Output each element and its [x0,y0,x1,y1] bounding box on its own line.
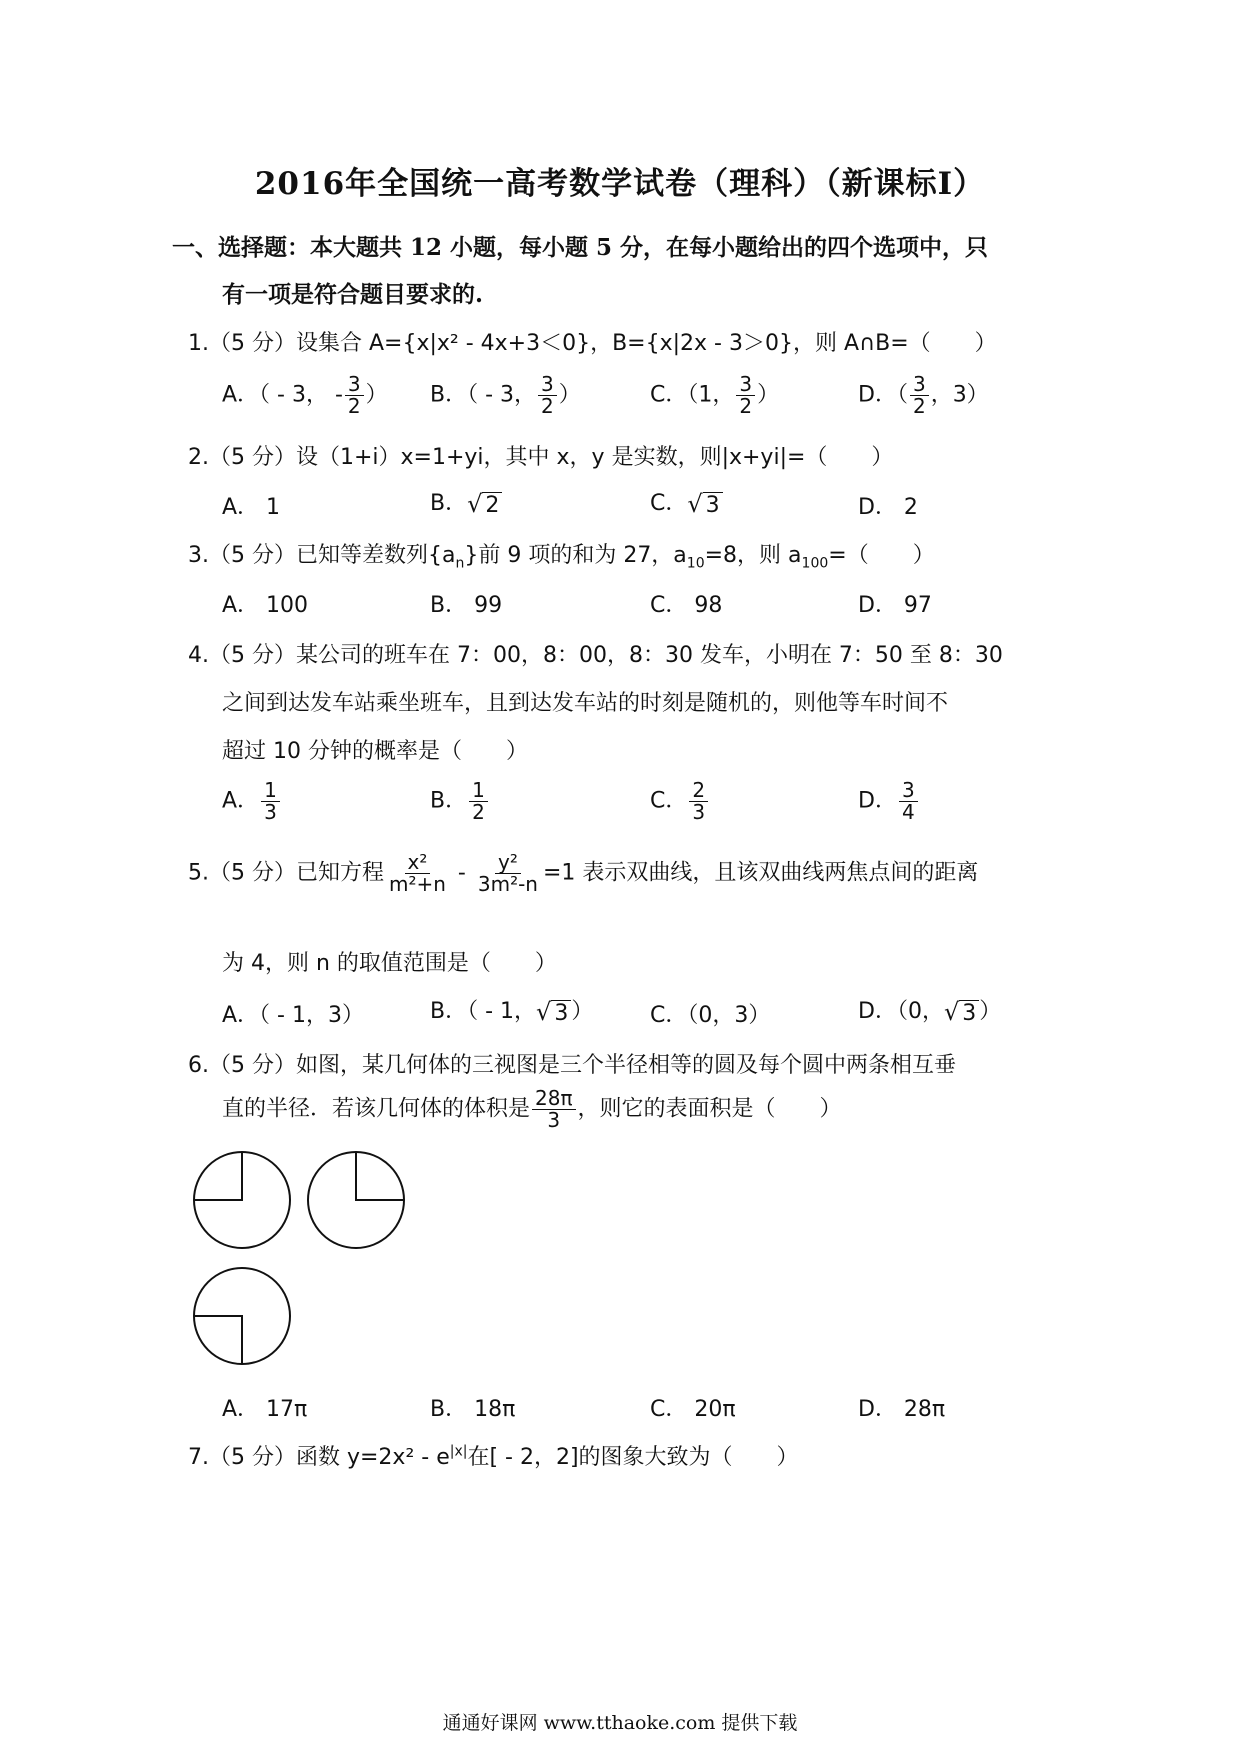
question-4-line3: 超过 10 分钟的概率是（ ） [222,739,528,764]
fraction: $\frac{2}{3}$ [689,780,708,823]
square-root: √ 3 [944,998,979,1026]
question-4-line1: 4.（5 分）某公司的班车在 7：00，8：00，8：30 发车，小明在 7：50 至 8：30 [188,643,1003,668]
question-6-line2: 直的半径．若该几何体的体积是 $\frac{28\pi}{3}$ ，则它的表面积是（ ） [222,1086,842,1132]
question-1-stem: 1.（5 分）设集合 A={x|x² - 4x+3＜0}，B={x|2x - 3＞0}，则 A∩B=（ ） [188,331,997,356]
question-5-option-c: C．（0，3） [650,1003,771,1028]
question-6-option-d: D． 28π [858,1397,946,1422]
question-1-option-a: A．（ - 3， - $\frac{3}{2}$ ） [222,372,388,418]
question-3-option-a: A． 100 [222,593,309,618]
question-5-stem: 5.（5 分）已知方程 $\frac{\text{x²}}{\text{m²+n}}$ - $\frac{\text{y²}}{\text{3m²-n}}$ =1 表示双曲线，且该双曲线两焦点间的距离 [188,850,979,896]
fraction: $\frac{28\pi}{3}$ [532,1088,576,1131]
square-root: √ 3 [687,490,722,518]
square-root: √ 2 [467,490,502,518]
question-6-option-a: A． 17π [222,1397,308,1422]
question-7-stem: 7.（5 分）函数 $y=2x^2 - e^{|x|}$在[ - 2，2]的图象大致为（ ） [188,1443,799,1470]
question-2-stem: 2.（5 分）设（1+i）x=1+yi，其中 x，y 是实数，则|x+yi|=（ ） [188,445,894,470]
question-2-option-a: A． 1 [222,495,281,520]
side-view [308,1152,404,1248]
section-heading-line2: 有一项是符合题目要求的. [222,281,484,308]
question-4-option-b: B． $\frac{1}{2}$ [430,780,490,823]
question-1-option-c: C．（1， $\frac{3}{2}$ ） [650,372,780,418]
fraction: $\frac{3}{2}$ [538,374,557,417]
square-root: √ 3 [536,998,571,1026]
fraction: $\frac{1}{3}$ [261,780,280,823]
question-5-line2: 为 4，则 n 的取值范围是（ ） [222,951,557,976]
three-view-figure [190,1148,410,1368]
question-3-option-c: C． 98 [650,593,723,618]
question-2-option-c: C．√ 3 [650,486,723,518]
fraction: $\frac{\text{x²}}{\text{m²+n}}$ [388,850,446,896]
question-4-option-d: D． $\frac{3}{4}$ [858,780,920,823]
fraction: $\frac{3}{2}$ [345,374,364,417]
question-5-option-d: D．（0，√ 3 ） [858,998,1002,1026]
fraction: $\frac{3}{4}$ [899,780,918,823]
fraction: $\frac{1}{2}$ [469,780,488,823]
question-4-option-a: A． $\frac{1}{3}$ [222,780,282,823]
front-view [194,1152,290,1248]
fraction: $\frac{\text{y²}}{\text{3m²-n}}$ [477,850,538,896]
section-heading-line1: 一、选择题：本大题共 12 小题，每小题 5 分，在每小题给出的四个选项中，只 [172,234,989,261]
question-3-option-d: D． 97 [858,593,932,618]
question-4-option-c: C． $\frac{2}{3}$ [650,780,710,823]
question-6-option-c: C． 20π [650,1397,736,1422]
footer: 通通好课网 www.tthaoke.com 提供下载 [442,1712,798,1734]
question-3-option-b: B． 99 [430,593,503,618]
question-5-option-b: B．（ - 1，√ 3 ） [430,998,594,1026]
question-6-option-b: B． 18π [430,1397,516,1422]
question-6-line1: 6.（5 分）如图，某几何体的三视图是三个半径相等的圆及每个圆中两条相互垂 [188,1053,956,1078]
question-2-option-b: B．√ 2 [430,486,502,518]
question-5-option-a: A．（ - 1，3） [222,1003,364,1028]
question-4-line2: 之间到达发车站乘坐班车，且到达发车站的时刻是随机的，则他等车时间不 [222,691,949,716]
question-1-option-d: D．（ $\frac{3}{2}$ ，3） [858,372,989,418]
fraction: $\frac{3}{2}$ [910,374,929,417]
top-view [194,1268,290,1364]
question-3-stem: 3.（5 分）已知等差数列$\{a_n\}$前 9 项的和为 27，$a_{10}=8$，则 $a_{100}=$（ ） [188,543,935,572]
question-1-option-b: B．（ - 3， $\frac{3}{2}$ ） [430,372,581,418]
question-2-option-d: D． 2 [858,495,918,520]
page-title: 2016年全国统一高考数学试卷（理科）（新课标Ⅰ） [254,166,986,202]
fraction: $\frac{3}{2}$ [736,374,755,417]
